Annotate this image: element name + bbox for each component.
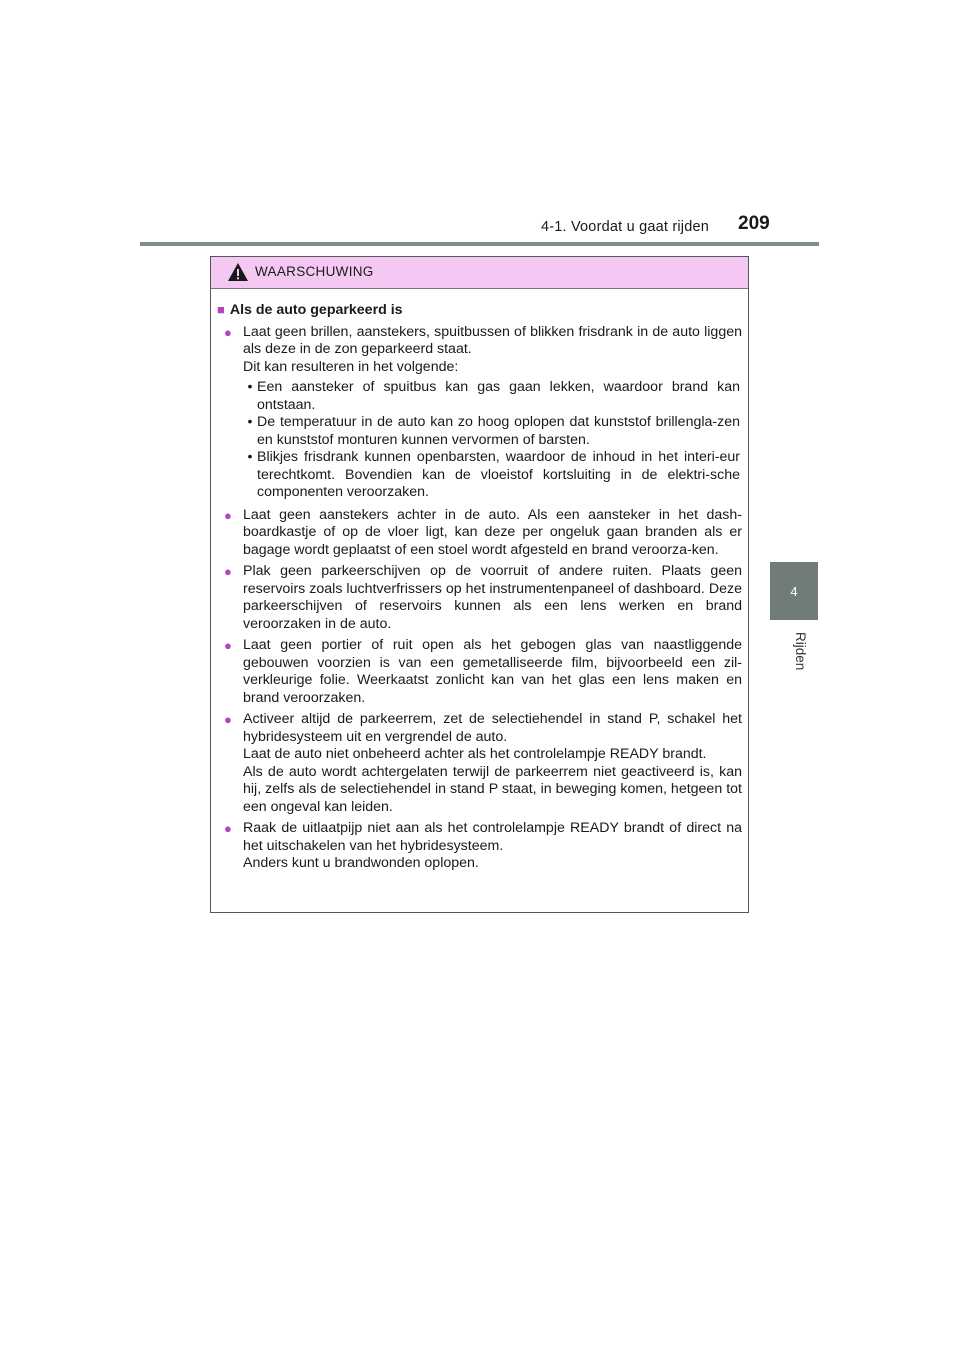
paragraph: Laat geen brillen, aanstekers, spuitbussen of blikken frisdrank in de auto liggen als deze in de zon geparkeerd staat.	[243, 323, 742, 357]
list-item	[217, 820, 742, 873]
sub-list-item	[243, 379, 742, 414]
circle-bullet-icon: ●	[224, 324, 232, 340]
warning-title: WAARSCHUWING	[255, 264, 374, 279]
list-item	[217, 507, 742, 560]
list-item	[217, 711, 742, 816]
paragraph: Plak geen parkeerschijven op de voorruit of andere ruiten. Plaats geen reservoirs zoals luchtverfrissers op het instrumentenpaneel of dashboard. Deze parkeerschijven of reservoirs kunnen als een lens werken en brand veroorzaken in de auto.	[243, 563, 742, 632]
square-bullet-icon: ■	[217, 302, 225, 317]
warning-body	[211, 289, 748, 873]
dot-bullet-icon: •	[247, 414, 253, 430]
list-item-text	[243, 820, 742, 873]
page-header-section: 4-1. Voordat u gaat rijden	[540, 219, 709, 235]
dot-bullet-icon: •	[247, 379, 253, 395]
sub-list-item-text: Een aansteker of spuitbus kan gas gaan lekken, waardoor brand kan ontstaan.	[257, 379, 740, 413]
circle-bullet-icon: ●	[224, 564, 232, 579]
circle-bullet-icon: ●	[224, 507, 232, 523]
paragraph: Laat geen portier of ruit open als het gebogen glas van naastliggende gebouwen voorzien is van een gemetalliseerde film, bijvoorbeeld een zil-verkleurige folie. Weerkaatst zonlicht kan van het glas een lens maken en brand veroorzaken.	[243, 637, 742, 706]
paragraph: Anders kunt u brandwonden oplopen.	[243, 855, 479, 871]
sub-list-item-text: De temperatuur in de auto kan zo hoog oplopen dat kunststof brillengla-zen en kunststof monturen kunnen vervormen of barsten.	[257, 414, 740, 448]
sub-list	[243, 379, 742, 502]
paragraph: Dit kan resulteren in het volgende:	[243, 358, 459, 375]
list-item-text	[243, 324, 742, 503]
sub-list-item	[243, 414, 742, 449]
section-heading	[217, 301, 742, 320]
list-item-text	[243, 711, 742, 816]
list-item-text	[243, 637, 742, 707]
circle-bullet-icon: ●	[224, 821, 232, 836]
chapter-tab	[770, 562, 818, 620]
warning-box	[210, 256, 749, 913]
header-rule	[140, 242, 819, 246]
chapter-number: 4	[790, 583, 798, 599]
paragraph: Laat geen aanstekers achter in de auto. Als een aansteker in het dash-boardkastje of op de vloer ligt, kan deze per ongeluk gaan branden als er bagage wordt geplaatst of een stoel wordt afgesteld en brand veroorza-ken.	[243, 506, 742, 558]
warning-triangle-icon	[227, 262, 249, 282]
section-title: Als de auto geparkeerd is	[229, 302, 403, 318]
paragraph: Activeer altijd de parkeerrem, zet de selectiehendel in stand P, schakel het hybridesysteem uit en vergrendel de auto.	[243, 711, 742, 745]
circle-bullet-icon: ●	[224, 712, 232, 727]
list-item	[217, 563, 742, 633]
paragraph: Raak de uitlaatpijp niet aan als het controlelampje READY brandt of direct na het uitschakelen van het hybridesysteem.	[243, 820, 742, 854]
list-item	[217, 637, 742, 707]
list-item-text	[243, 507, 742, 560]
paragraph: Als de auto wordt achtergelaten terwijl de parkeerrem niet geactiveerd is, kan hij, zelfs als de selectiehendel in stand P staat, in beweging komen, hetgeen tot een ongeval kan leiden.	[243, 763, 742, 815]
warning-items	[217, 324, 742, 873]
list-item-text	[243, 563, 742, 633]
list-item	[217, 324, 742, 503]
warning-header	[211, 257, 748, 289]
page-number: 209	[738, 213, 770, 234]
dot-bullet-icon: •	[247, 449, 253, 465]
sub-list-item-text: Blikjes frisdrank kunnen openbarsten, waardoor de inhoud in het interi-eur terechtkomt. Bovendien kan de vloeistof kortsluiting in de elektri-sche componenten veroorzaken.	[257, 449, 740, 500]
circle-bullet-icon: ●	[224, 638, 232, 653]
chapter-label: Rijden	[793, 632, 808, 671]
sub-list-item	[243, 449, 742, 502]
paragraph: Laat de auto niet onbeheerd achter als het controlelampje READY brandt.	[243, 746, 707, 762]
